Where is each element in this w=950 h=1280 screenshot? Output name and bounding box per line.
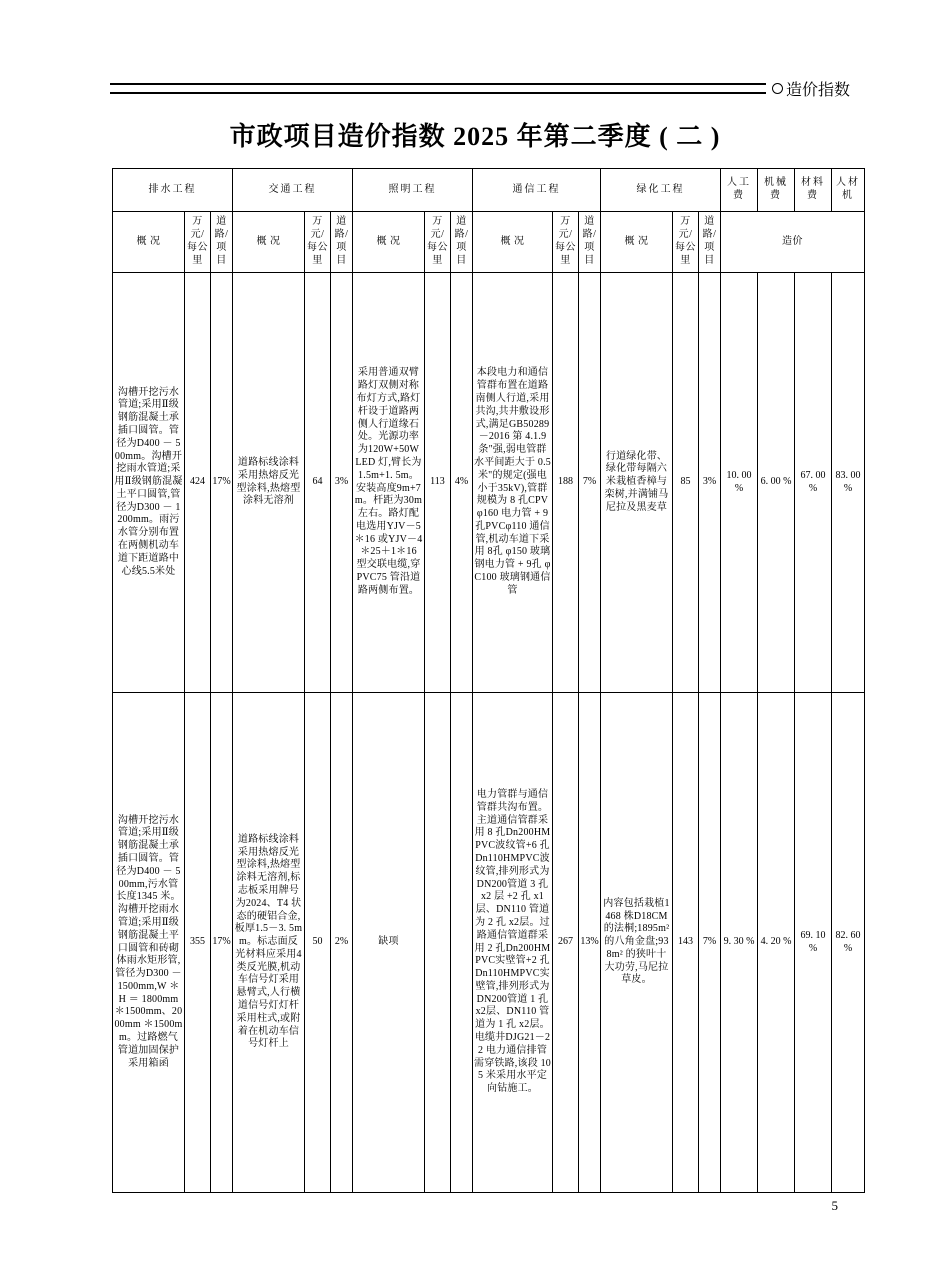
table-group-header-row bbox=[113, 169, 865, 212]
subheader-lighting-item: 道路/项目 bbox=[451, 212, 473, 273]
group-header-communication: 通信工程 bbox=[473, 169, 601, 212]
cell-lighting-desc: 采用普通双臂路灯双侧对称布灯方式,路灯杆设于道路两侧人行道缘石处。光源功率为120W+50W LED 灯,臂长为1.5m+1. 5m。安装高度9m+7m。杆距为30m 左右。路灯配电选用YJV－5＊16 或YJV－4＊25＋1＊16 型交联电缆,穿 PVC75 管沿道路两侧布置。 bbox=[353, 273, 425, 693]
cell-lighting-wan bbox=[425, 693, 451, 1193]
page-header bbox=[110, 76, 850, 100]
cell-drainage-pct: 17% bbox=[211, 273, 233, 693]
cost-index-table bbox=[112, 168, 865, 1193]
cell-comm-desc: 电力管群与通信管群共沟布置。主道通信管群采用 8 孔Dn200HMPVC波纹管+6 孔Dn110HMPVC波纹管,排列形式为DN200管道 3 孔 x2 层 +2 孔 x1层、DN110 管道为 2 孔 x2层。过路通信管道群采用 2 孔Dn200HMPVC实壁管+2 孔Dn110HMPVC实壁管,排列形式为DN200管道 1 孔 x2层、DN110 管道为 1 孔 x2层。电缆井DJG21－22 电力通信排管需穿铁路,该段 105 米采用水平定向钻施工。 bbox=[473, 693, 553, 1193]
subheader-comm-wan: 万元/每公里 bbox=[553, 212, 579, 273]
cell-lighting-desc: 缺项 bbox=[353, 693, 425, 1193]
cell-comm-wan: 188 bbox=[553, 273, 579, 693]
cell-comm-pct: 7% bbox=[579, 273, 601, 693]
cell-labor-pct: 9. 30 % bbox=[721, 693, 758, 1193]
header-label: 造价指数 bbox=[785, 81, 850, 99]
subheader-green-wan: 万元/每公里 bbox=[673, 212, 699, 273]
cell-comm-wan: 267 bbox=[553, 693, 579, 1193]
cell-green-desc: 行道绿化带、绿化带每隔六米栽植香樟与栾树,并满铺马尼拉及黑麦草 bbox=[601, 273, 673, 693]
cell-traffic-pct: 3% bbox=[331, 273, 353, 693]
cell-lighting-pct: 4% bbox=[451, 273, 473, 693]
cell-composite-pct: 82. 60 % bbox=[832, 693, 865, 1193]
subheader-green-overview: 概 况 bbox=[601, 212, 673, 273]
subheader-traffic-item: 道路/项目 bbox=[331, 212, 353, 273]
circle-icon bbox=[772, 83, 783, 94]
cell-traffic-desc: 道路标线涂料采用热熔反光型涂料,热熔型涂料无溶剂,标志板采用牌号为2024、T4 状态的硬铝合金,板厚1.5－3. 5mm。标志面反光材料应采用4 类反光膜,机动车信号灯采用悬臂式,人行横道信号灯灯杆采用柱式,或附着在机动车信号灯杆上 bbox=[233, 693, 305, 1193]
group-header-lighting: 照明工程 bbox=[353, 169, 473, 212]
table-row bbox=[113, 273, 865, 693]
subheader-cost: 造价 bbox=[721, 212, 865, 273]
cell-material-pct: 67. 00 % bbox=[795, 273, 832, 693]
cell-material-pct: 69. 10 % bbox=[795, 693, 832, 1193]
cell-green-pct: 3% bbox=[699, 273, 721, 693]
group-header-machine: 机械费 bbox=[758, 169, 795, 212]
group-header-traffic: 交通工程 bbox=[233, 169, 353, 212]
cell-green-wan: 85 bbox=[673, 273, 699, 693]
subheader-drainage-item: 道路/项目 bbox=[211, 212, 233, 273]
cell-composite-pct: 83. 00 % bbox=[832, 273, 865, 693]
page-title: 市政项目造价指数 2025 年第二季度 ( 二 ) bbox=[229, 122, 721, 151]
subheader-comm-item: 道路/项目 bbox=[579, 212, 601, 273]
subheader-traffic-overview: 概 况 bbox=[233, 212, 305, 273]
subheader-lighting-wan: 万元/每公里 bbox=[425, 212, 451, 273]
group-header-drainage: 排水工程 bbox=[113, 169, 233, 212]
header-rule bbox=[110, 83, 766, 94]
cell-drainage-pct: 17% bbox=[211, 693, 233, 1193]
cell-drainage-wan: 355 bbox=[185, 693, 211, 1193]
cell-traffic-desc: 道路标线涂料采用热熔反光型涂料,热熔型涂料无溶剂 bbox=[233, 273, 305, 693]
cell-green-wan: 143 bbox=[673, 693, 699, 1193]
subheader-drainage-overview: 概 况 bbox=[113, 212, 185, 273]
cell-comm-desc: 本段电力和通信管群布置在道路南侧人行道,采用共沟,共井敷设形式,满足GB50289 －2016 第 4.1.9 条"强,弱电管群水平间距大于 0.5米"的规定(强电小于35kV),管群规模为 8 孔CPVφ160 电力管 + 9 孔PVCφ110 通信管,机动车道下采用 8孔 φ150 玻璃钢电力管 + 9孔 φC100 玻璃钢通信管 bbox=[473, 273, 553, 693]
cell-lighting-pct bbox=[451, 693, 473, 1193]
group-header-greening: 绿化工程 bbox=[601, 169, 721, 212]
subheader-lighting-overview: 概 况 bbox=[353, 212, 425, 273]
page-number: 5 bbox=[831, 1198, 838, 1213]
subheader-traffic-wan: 万元/每公里 bbox=[305, 212, 331, 273]
table-sub-header-row bbox=[113, 212, 865, 273]
cell-drainage-wan: 424 bbox=[185, 273, 211, 693]
subheader-green-item: 道路/项目 bbox=[699, 212, 721, 273]
cell-labor-pct: 10. 00 % bbox=[721, 273, 758, 693]
cell-drainage-desc: 沟槽开挖污水管道;采用Ⅱ级钢筋混凝土承插口圆管。管径为D400 － 500mm。沟槽开挖雨水管道;采用Ⅱ级钢筋混凝土平口圆管,管径为D300 － 1200mm。雨污水管分别布置在两侧机动车道下距道路中心线5.5米处 bbox=[113, 273, 185, 693]
cell-traffic-wan: 64 bbox=[305, 273, 331, 693]
cell-green-desc: 内容包括栽植1468 株D18CM的法桐;1895m² 的八角金盘;938m² 的狭叶十大功劳,马尼拉草皮。 bbox=[601, 693, 673, 1193]
cell-comm-pct: 13% bbox=[579, 693, 601, 1193]
cell-drainage-desc: 沟槽开挖污水管道;采用Ⅱ级钢筋混凝土承插口圆管。管径为D400 － 500mm,污水管长度1345 米。沟槽开挖雨水管道;采用Ⅱ级钢筋混凝土平口圆管和砖砌体雨水矩形管,管径为D300 － 1500mm,W ＊ H ＝ 1800mm ＊1500mm、2000mm ＊1500mm。过路燃气管道加固保护采用箱函 bbox=[113, 693, 185, 1193]
subheader-comm-overview: 概 况 bbox=[473, 212, 553, 273]
group-header-material: 材料费 bbox=[795, 169, 832, 212]
cell-lighting-wan: 113 bbox=[425, 273, 451, 693]
group-header-composite: 人材机 bbox=[832, 169, 865, 212]
cell-machine-pct: 4. 20 % bbox=[758, 693, 795, 1193]
cell-traffic-wan: 50 bbox=[305, 693, 331, 1193]
cell-traffic-pct: 2% bbox=[331, 693, 353, 1193]
subheader-drainage-wan: 万元/每公里 bbox=[185, 212, 211, 273]
cell-machine-pct: 6. 00 % bbox=[758, 273, 795, 693]
group-header-labor: 人工费 bbox=[721, 169, 758, 212]
table-row bbox=[113, 693, 865, 1193]
cell-green-pct: 7% bbox=[699, 693, 721, 1193]
